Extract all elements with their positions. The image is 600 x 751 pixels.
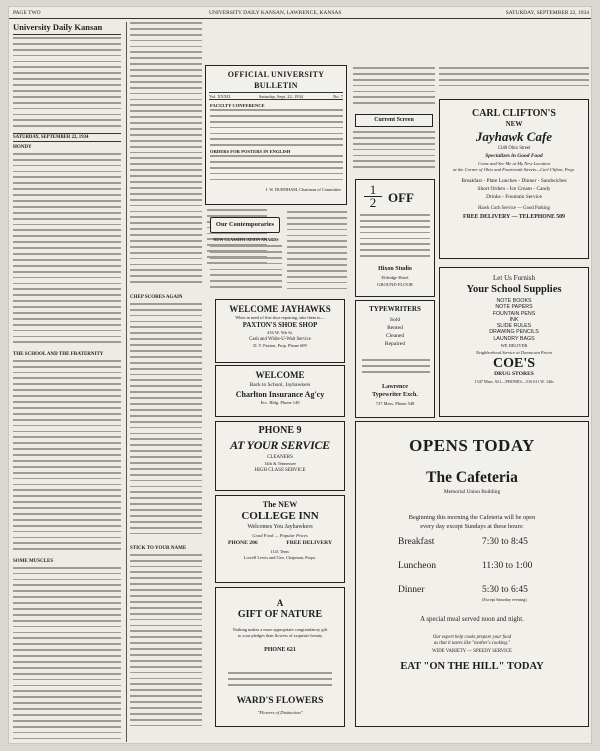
paxton-shoe-ad xyxy=(215,299,345,363)
half-off-ad xyxy=(355,179,435,297)
studio-location: Eldridge Hotel xyxy=(381,275,409,280)
luncheon-label: Luncheon xyxy=(398,561,436,571)
column-text xyxy=(353,67,435,113)
wards-flowers-ad xyxy=(215,587,345,727)
masthead-title: University Daily Kansan xyxy=(13,22,103,32)
charlton-insurance-ad xyxy=(215,365,345,417)
clifton-specialty: Specializes in Good Food xyxy=(485,153,543,159)
special-meal: A special meal served noon and night. xyxy=(420,616,524,623)
page-number: PAGE TWO xyxy=(13,10,41,16)
cafeteria-cooks: Our expert help cooks prepare your food xyxy=(432,635,512,640)
flowers-phone: PHONE 621 xyxy=(264,647,296,653)
clifton-new: NEW xyxy=(505,120,523,128)
cleaners-brand: AT YOUR SERVICE xyxy=(230,438,330,452)
newspaper-page xyxy=(8,6,592,744)
cafeteria-ad xyxy=(355,421,589,727)
clifton-menu-2: Short Orders - Ice Cream - Candy xyxy=(477,186,551,192)
paxton-service: Cash and While-U-Wait Service xyxy=(249,337,311,342)
cafeteria-cooks-2: as that it tastes like "mother's cooking." xyxy=(433,641,511,646)
ad-text xyxy=(362,359,430,377)
ad-text xyxy=(228,672,332,688)
typewriter-company-2: Typewriter Exch. xyxy=(372,391,418,398)
editorial-column xyxy=(13,22,121,742)
off-label: OFF xyxy=(388,190,414,205)
typewriter-address: 737 Mass. Phone 548 xyxy=(375,401,415,406)
bulletin-signature: J. W. BURNHAM, Chairman of Committee xyxy=(265,187,341,192)
typewriter-repaired: Repaired xyxy=(384,341,406,347)
cafeteria-intro-2: every day except Sundays at these hours: xyxy=(420,523,524,530)
issue-date: SATURDAY, SEPTEMBER 22, 1934 xyxy=(505,10,589,16)
editorial-column-2 xyxy=(126,22,202,742)
clifton-menu-3: Drinks - Fountain Service xyxy=(486,194,542,200)
school-supplies-ad xyxy=(439,267,589,417)
supply-item: FOUNTAIN PENS xyxy=(492,310,536,317)
bulletin-item-heading: ORDERS FOR POSTERS IN ENGLISH xyxy=(210,149,291,154)
inn-tagline: Good Food — Popular Prices xyxy=(252,533,308,538)
college-inn-ad xyxy=(215,495,345,583)
eat-on-the-hill: EAT "ON THE HILL" TODAY xyxy=(400,661,544,672)
charlton-name: Charlton Insurance Ag'cy xyxy=(235,390,325,399)
coes-addresses: 1347 Mass. 921—PHONES—516 611 W. 14th xyxy=(474,379,554,385)
paxton-title: WELCOME JAYHAWKS xyxy=(229,304,331,314)
flowers-name: WARD'S FLOWERS xyxy=(236,696,324,706)
paper-title: UNIVERSITY DAILY KANSAN, LAWRENCE, KANSAS xyxy=(209,10,342,16)
current-screen-title: Current Screen xyxy=(374,117,414,123)
supply-item: NOTE BOOKS xyxy=(496,298,532,304)
typewriter-company: Lawrence xyxy=(381,383,408,390)
flowers-line: Nothing makes a more appropriate congratulatory gift xyxy=(232,627,328,632)
coes-drug-stores: DRUG STORES xyxy=(494,371,534,378)
dinner-label: Dinner xyxy=(398,585,425,595)
contemporaries-subhead: NEW CLASSIFICATION AWARDS xyxy=(213,237,279,242)
paxton-line: When in need of fine shoe repairing, take them to— xyxy=(235,315,325,320)
contemporaries-heading-box xyxy=(210,217,280,233)
staff-list xyxy=(13,37,121,133)
clifton-curb: Hawk Curb Service — Good Parking xyxy=(478,206,550,211)
masthead-date: SATURDAY, SEPTEMBER 22, 1934 xyxy=(13,133,121,142)
editorial-heading-chep: CHEP SCORES AGAIN xyxy=(130,295,183,300)
cafeteria-variety: WIDE VARIETY — SPEEDY SERVICE xyxy=(432,649,512,654)
editorial-text xyxy=(13,567,121,742)
studio-floor: GROUND FLOOR xyxy=(377,282,413,287)
clifton-pitch-2: at the Corner of Ohio and Fourteenth Streets—Carl Clifton, Prop. xyxy=(453,167,575,172)
editorial-heading-school: THE SCHOOL AND THE FRATERNITY xyxy=(13,351,104,357)
studio-name: Hixon Studio xyxy=(378,266,412,272)
flowers-tagline: "Flowers of Distinction" xyxy=(257,710,303,715)
bulletin-title: OFFICIAL UNIVERSITY BULLETIN xyxy=(227,70,325,90)
inn-phone: PHONE 206 xyxy=(228,540,258,546)
supply-item: SLIDE RULES xyxy=(496,323,532,330)
charlton-welcome: WELCOME xyxy=(255,370,305,380)
typewriter-rented: Rented xyxy=(387,325,403,331)
current-screen-box xyxy=(355,114,433,127)
editorial-text xyxy=(130,554,202,734)
cafeteria-opens: OPENS TODAY xyxy=(409,436,535,455)
cafeteria-location: Memorial Union Building xyxy=(443,489,501,495)
editorial-text xyxy=(13,153,121,349)
supplies-list xyxy=(440,298,588,342)
cafeteria-name: The Cafeteria xyxy=(426,469,518,486)
supply-item: NOTE PAPERS xyxy=(495,304,533,311)
supply-item: LAUNDRY BAGS xyxy=(493,335,535,342)
flowers-title: GIFT OF NATURE xyxy=(237,609,323,620)
clifton-address: 1340 Ohio Street xyxy=(497,146,531,151)
editorial-text xyxy=(130,303,202,543)
clifton-name: CARL CLIFTON'S xyxy=(471,108,556,119)
bulletin-number: No. 7 xyxy=(333,94,343,99)
fraction-denominator: 2 xyxy=(369,195,377,210)
bulletin-item-heading: FACULTY CONFERENCE xyxy=(210,103,265,108)
inn-proprietors: Lowell Lewis and Geo. Chapman, Props. xyxy=(243,555,317,560)
clifton-menu: Breakfast - Plate Lunches - Dinner - Sandwiches xyxy=(461,178,567,184)
cleaners-service: HIGH CLASS SERVICE xyxy=(254,468,306,473)
bulletin-volume: Vol. XXXII xyxy=(209,94,231,99)
inn-delivery: FREE DELIVERY xyxy=(286,540,332,546)
cleaners-label: CLEANERS xyxy=(267,455,293,460)
column-text xyxy=(439,67,589,95)
dinner-exception: (Except Saturday evening) xyxy=(482,597,527,602)
charlton-line: Back to School, Jayhawkers xyxy=(249,382,311,388)
typewriter-sold: Sold xyxy=(389,317,401,323)
page-header xyxy=(9,7,592,19)
charlton-address: Ecc. Bldg. Phone 149 xyxy=(260,400,300,405)
breakfast-hours: 7:30 to 8:45 xyxy=(482,537,528,547)
cleaners-phone: PHONE 9 xyxy=(258,425,302,436)
bulletin-date: Saturday, Sept. 22, 1934 xyxy=(259,94,303,99)
editorial-heading-hondy: HONDY xyxy=(13,145,32,150)
contemporaries-title: Our Contemporaries xyxy=(215,221,275,228)
column-text xyxy=(210,245,282,295)
dinner-hours: 5:30 to 6:45 xyxy=(482,585,528,595)
clifton-cafe-ad xyxy=(439,99,589,259)
supplies-tagline: Neighborhood Service at Downtown Prices xyxy=(475,350,553,356)
column-text xyxy=(353,131,435,177)
typewriter-title: TYPEWRITERS xyxy=(369,305,421,313)
inn-name: COLLEGE INN xyxy=(241,510,319,522)
clifton-delivery: FREE DELIVERY — TELEPHONE 509 xyxy=(463,214,565,220)
editorial-heading-muscles: SOME MUSCLES xyxy=(13,558,54,564)
supplies-intro: Let Us Furnish xyxy=(493,274,535,282)
clifton-pitch: Come and See Me at My New Location xyxy=(478,161,550,166)
coes-name: COE'S xyxy=(492,356,535,372)
editorial-heading-name: STICK TO YOUR NAME xyxy=(130,545,187,551)
ad-text xyxy=(360,214,430,262)
supplies-title: Your School Supplies xyxy=(466,284,562,295)
supplies-delivery: WE DELIVER xyxy=(500,343,528,349)
flowers-a: A xyxy=(276,598,284,608)
cafeteria-intro: Beginning this morning the Cafeteria will be open xyxy=(408,514,536,521)
official-bulletin xyxy=(205,65,347,205)
supply-item: INK xyxy=(509,316,519,323)
bulletin-text xyxy=(210,155,343,187)
editorial-text xyxy=(13,360,121,556)
editorial-text xyxy=(130,22,202,292)
bulletin-text xyxy=(210,109,343,147)
supply-item: DRAWING PENCILS xyxy=(489,329,539,336)
paxton-proprietor: D. T. Paxton, Prop. Phone 609 xyxy=(253,343,307,348)
breakfast-label: Breakfast xyxy=(398,537,435,547)
flowers-line-2: to your pledges than flowers of exquisite beauty xyxy=(237,633,323,638)
cleaners-ad xyxy=(215,421,345,491)
clifton-cafe-name: Jayhawk Cafe xyxy=(475,129,553,144)
cleaners-address: 14th & Tennessee xyxy=(263,461,297,466)
column-text xyxy=(287,211,347,295)
inn-address: 1141 Tenn. xyxy=(270,549,290,554)
luncheon-hours: 11:30 to 1:00 xyxy=(482,561,533,571)
fraction-numerator: 1 xyxy=(369,182,377,197)
paxton-name: PAXTON'S SHOE SHOP xyxy=(242,322,318,329)
paxton-address: 416 W. 9th St. xyxy=(266,330,294,335)
typewriter-cleaned: Cleaned xyxy=(385,333,405,339)
inn-the-new: The NEW xyxy=(262,500,298,509)
inn-welcome: Welcomes You Jayhawkers xyxy=(247,524,313,530)
typewriter-ad xyxy=(355,300,435,418)
